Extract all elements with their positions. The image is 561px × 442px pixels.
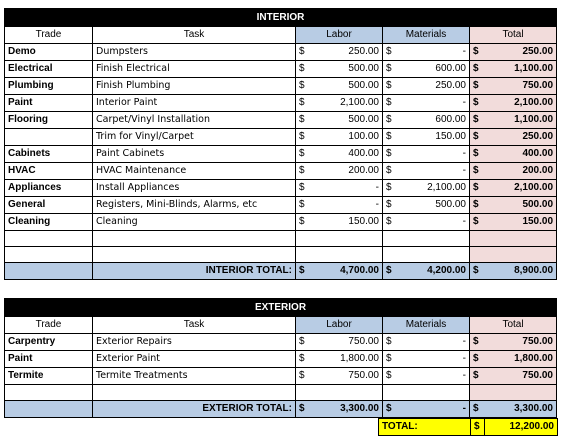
labor-currency[interactable]: $ [296, 146, 310, 163]
subtotal-total[interactable]: 8,900.00 [484, 263, 557, 280]
total-currency[interactable]: $ [470, 214, 484, 231]
labor-currency[interactable]: $ [296, 78, 310, 95]
interior-title[interactable]: INTERIOR [5, 9, 557, 27]
trade-cell[interactable] [5, 247, 93, 263]
labor-cell[interactable]: 400.00 [310, 146, 383, 163]
labor-header[interactable]: Labor [296, 27, 383, 44]
total-cell[interactable]: 1,100.00 [484, 61, 557, 78]
materials-cell[interactable]: 500.00 [397, 197, 470, 214]
materials-cell[interactable]: - [397, 334, 470, 351]
subtotal-labor[interactable]: 3,300.00 [310, 401, 383, 418]
labor-cell[interactable]: 750.00 [310, 334, 383, 351]
subtotal-materials-currency[interactable]: $ [383, 401, 397, 418]
exterior-subtotal-row [5, 401, 557, 418]
task-cell[interactable] [93, 385, 296, 401]
total-cell[interactable]: 2,100.00 [484, 95, 557, 112]
labor-currency[interactable]: $ [296, 197, 310, 214]
labor-cell[interactable]: 500.00 [310, 78, 383, 95]
materials-currency[interactable]: $ [383, 129, 397, 146]
total-currency[interactable]: $ [470, 163, 484, 180]
labor-cell[interactable]: 750.00 [310, 368, 383, 385]
materials-currency[interactable]: $ [383, 214, 397, 231]
materials-currency[interactable]: $ [383, 146, 397, 163]
table-row [5, 44, 557, 61]
table-row [5, 78, 557, 95]
total-cell[interactable]: 500.00 [484, 197, 557, 214]
grand-total-label[interactable]: TOTAL: [379, 419, 471, 436]
labor-cell[interactable] [296, 231, 383, 247]
labor-currency[interactable]: $ [296, 129, 310, 146]
subtotal-labor-currency[interactable]: $ [296, 263, 310, 280]
trade-cell[interactable]: Demo [5, 44, 93, 61]
exterior-title-row [5, 299, 557, 317]
trade-cell[interactable]: General [5, 197, 93, 214]
trade-cell[interactable]: Electrical [5, 61, 93, 78]
trade-cell[interactable]: Cleaning [5, 214, 93, 231]
table-row [5, 351, 557, 368]
table-row [5, 112, 557, 129]
total-cell[interactable] [470, 385, 557, 401]
total-cell[interactable]: 1,100.00 [484, 112, 557, 129]
total-cell[interactable]: 250.00 [484, 129, 557, 146]
total-cell[interactable]: 400.00 [484, 146, 557, 163]
materials-cell[interactable] [383, 247, 470, 263]
total-cell[interactable]: 750.00 [484, 368, 557, 385]
labor-currency[interactable]: $ [296, 351, 310, 368]
labor-currency[interactable]: $ [296, 180, 310, 197]
labor-cell[interactable]: 500.00 [310, 61, 383, 78]
materials-currency[interactable]: $ [383, 197, 397, 214]
subtotal-labor-currency[interactable]: $ [296, 401, 310, 418]
interior-title-row [5, 9, 557, 27]
task-cell[interactable]: Dumpsters [93, 44, 296, 61]
total-currency[interactable]: $ [470, 44, 484, 61]
table-row [5, 368, 557, 385]
subtotal-labor[interactable]: 4,700.00 [310, 263, 383, 280]
materials-cell[interactable]: 250.00 [397, 78, 470, 95]
labor-cell[interactable]: 200.00 [310, 163, 383, 180]
grand-total-value[interactable]: 12,200.00 [485, 419, 558, 436]
table-row [5, 334, 557, 351]
task-cell[interactable] [93, 231, 296, 247]
grand-total-currency[interactable]: $ [471, 419, 485, 436]
materials-currency[interactable]: $ [383, 112, 397, 129]
task-header[interactable]: Task [93, 317, 296, 334]
trade-header[interactable]: Trade [5, 317, 93, 334]
labor-cell[interactable]: 500.00 [310, 112, 383, 129]
materials-cell[interactable]: - [397, 44, 470, 61]
table-row [5, 214, 557, 231]
materials-currency[interactable]: $ [383, 61, 397, 78]
materials-currency[interactable]: $ [383, 78, 397, 95]
materials-cell[interactable]: - [397, 351, 470, 368]
total-cell[interactable]: 750.00 [484, 78, 557, 95]
subtotal-label[interactable]: INTERIOR TOTAL: [93, 263, 296, 280]
task-cell[interactable]: Registers, Mini-Blinds, Alarms, etc [93, 197, 296, 214]
table-row [5, 197, 557, 214]
trade-cell[interactable] [5, 385, 93, 401]
task-cell[interactable]: Finish Electrical [93, 61, 296, 78]
table-row [5, 146, 557, 163]
materials-cell[interactable] [383, 231, 470, 247]
materials-currency[interactable]: $ [383, 334, 397, 351]
trade-cell[interactable]: Paint [5, 351, 93, 368]
subtotal-trade-cell[interactable] [5, 401, 93, 418]
total-cell[interactable]: 2,100.00 [484, 180, 557, 197]
total-currency[interactable]: $ [470, 146, 484, 163]
total-cell[interactable] [470, 231, 557, 247]
grand-total-table [378, 418, 558, 436]
materials-cell[interactable]: - [397, 146, 470, 163]
table-row [5, 61, 557, 78]
materials-cell[interactable]: 600.00 [397, 112, 470, 129]
total-currency[interactable]: $ [470, 129, 484, 146]
trade-cell[interactable] [5, 129, 93, 146]
materials-currency[interactable]: $ [383, 44, 397, 61]
table-row [5, 129, 557, 146]
labor-currency[interactable]: $ [296, 214, 310, 231]
total-currency[interactable]: $ [470, 112, 484, 129]
total-currency[interactable]: $ [470, 61, 484, 78]
exterior-table [4, 298, 557, 418]
labor-currency[interactable]: $ [296, 368, 310, 385]
materials-cell[interactable]: - [397, 95, 470, 112]
materials-cell[interactable]: 600.00 [397, 61, 470, 78]
task-cell[interactable]: Paint Cabinets [93, 146, 296, 163]
blank-row [5, 247, 557, 263]
task-cell[interactable]: Interior Paint [93, 95, 296, 112]
materials-currency[interactable]: $ [383, 368, 397, 385]
trade-cell[interactable]: Plumbing [5, 78, 93, 95]
total-cell[interactable]: 250.00 [484, 44, 557, 61]
section-gap [4, 280, 557, 298]
total-currency[interactable]: $ [470, 368, 484, 385]
task-cell[interactable]: Trim for Vinyl/Carpet [93, 129, 296, 146]
table-row [5, 180, 557, 197]
subtotal-label[interactable]: EXTERIOR TOTAL: [93, 401, 296, 418]
trade-cell[interactable]: Carpentry [5, 334, 93, 351]
materials-cell[interactable]: - [397, 214, 470, 231]
materials-header[interactable]: Materials [383, 27, 470, 44]
materials-currency[interactable]: $ [383, 351, 397, 368]
labor-cell[interactable] [296, 247, 383, 263]
materials-header[interactable]: Materials [383, 317, 470, 334]
interior-subtotal-row [5, 263, 557, 280]
trade-cell[interactable]: Flooring [5, 112, 93, 129]
labor-cell[interactable] [296, 385, 383, 401]
interior-table [4, 8, 557, 280]
trade-cell[interactable] [5, 231, 93, 247]
trade-header[interactable]: Trade [5, 27, 93, 44]
labor-currency[interactable]: $ [296, 163, 310, 180]
task-cell[interactable]: HVAC Maintenance [93, 163, 296, 180]
trade-cell[interactable]: Termite [5, 368, 93, 385]
labor-currency[interactable]: $ [296, 334, 310, 351]
subtotal-total-currency[interactable]: $ [470, 263, 484, 280]
spreadsheet [4, 8, 557, 418]
trade-cell[interactable]: Appliances [5, 180, 93, 197]
trade-cell[interactable]: HVAC [5, 163, 93, 180]
total-currency[interactable]: $ [470, 78, 484, 95]
grand-total-row [379, 419, 558, 436]
total-currency[interactable]: $ [470, 197, 484, 214]
subtotal-materials-currency[interactable]: $ [383, 263, 397, 280]
labor-cell[interactable]: 100.00 [310, 129, 383, 146]
labor-cell[interactable]: - [310, 197, 383, 214]
total-header[interactable]: Total [470, 317, 557, 334]
labor-cell[interactable]: 1,800.00 [310, 351, 383, 368]
total-cell[interactable]: 1,800.00 [484, 351, 557, 368]
subtotal-total-currency[interactable]: $ [470, 401, 484, 418]
task-cell[interactable] [93, 247, 296, 263]
subtotal-total[interactable]: 3,300.00 [484, 401, 557, 418]
labor-currency[interactable]: $ [296, 112, 310, 129]
task-cell[interactable]: Termite Treatments [93, 368, 296, 385]
task-header[interactable]: Task [93, 27, 296, 44]
blank-row [5, 231, 557, 247]
exterior-header-row [5, 317, 557, 334]
total-currency[interactable]: $ [470, 334, 484, 351]
subtotal-materials[interactable]: - [397, 401, 470, 418]
table-row [5, 95, 557, 112]
table-row [5, 163, 557, 180]
labor-currency[interactable]: $ [296, 44, 310, 61]
task-cell[interactable]: Finish Plumbing [93, 78, 296, 95]
labor-cell[interactable]: 2,100.00 [310, 95, 383, 112]
materials-cell[interactable]: - [397, 368, 470, 385]
subtotal-trade-cell[interactable] [5, 263, 93, 280]
total-header[interactable]: Total [470, 27, 557, 44]
labor-currency[interactable]: $ [296, 61, 310, 78]
labor-header[interactable]: Labor [296, 317, 383, 334]
exterior-title[interactable]: EXTERIOR [5, 299, 557, 317]
subtotal-materials[interactable]: 4,200.00 [397, 263, 470, 280]
materials-cell[interactable] [383, 385, 470, 401]
total-cell[interactable]: 200.00 [484, 163, 557, 180]
task-cell[interactable]: Cleaning [93, 214, 296, 231]
total-currency[interactable]: $ [470, 351, 484, 368]
task-cell[interactable]: Carpet/Vinyl Installation [93, 112, 296, 129]
total-currency[interactable]: $ [470, 95, 484, 112]
total-cell[interactable]: 750.00 [484, 334, 557, 351]
blank-row [5, 385, 557, 401]
total-cell[interactable]: 150.00 [484, 214, 557, 231]
labor-cell[interactable]: - [310, 180, 383, 197]
task-cell[interactable]: Install Appliances [93, 180, 296, 197]
materials-cell[interactable]: - [397, 163, 470, 180]
materials-currency[interactable]: $ [383, 180, 397, 197]
labor-currency[interactable]: $ [296, 95, 310, 112]
labor-cell[interactable]: 150.00 [310, 214, 383, 231]
total-currency[interactable]: $ [470, 180, 484, 197]
task-cell[interactable]: Exterior Paint [93, 351, 296, 368]
materials-currency[interactable]: $ [383, 163, 397, 180]
trade-cell[interactable]: Cabinets [5, 146, 93, 163]
total-cell[interactable] [470, 247, 557, 263]
task-cell[interactable]: Exterior Repairs [93, 334, 296, 351]
materials-cell[interactable]: 150.00 [397, 129, 470, 146]
interior-header-row [5, 27, 557, 44]
trade-cell[interactable]: Paint [5, 95, 93, 112]
materials-cell[interactable]: 2,100.00 [397, 180, 470, 197]
labor-cell[interactable]: 250.00 [310, 44, 383, 61]
materials-currency[interactable]: $ [383, 95, 397, 112]
